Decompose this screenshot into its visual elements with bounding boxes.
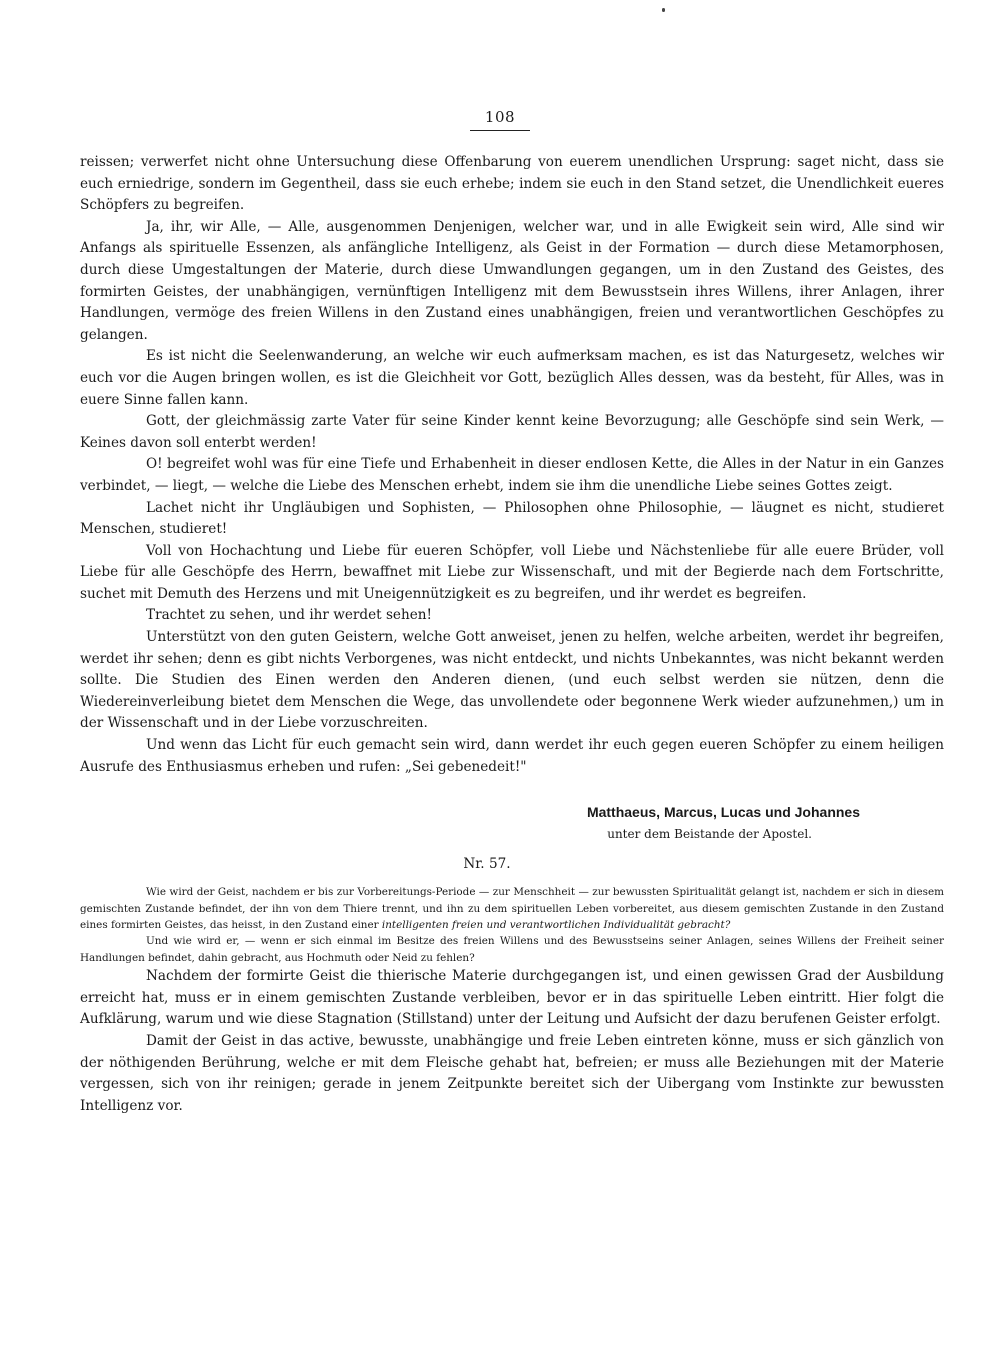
paragraph: Gott, der gleichmässig zarte Vater für seine Kinder kennt keine Bevorzugung; alle Geschöpfe sind sein Werk, — Keines davon soll enterbt werden! (80, 413, 944, 451)
paragraph: Lachet nicht ihr Ungläubigen und Sophisten, — Philosophen ohne Philosophie, — läugnet es nicht, studieret Menschen, studieret! (80, 499, 944, 538)
paragraph: Unterstützt von den guten Geistern, welche Gott anweiset, jenen zu helfen, welche arbeiten, werdet ihr begreifen, werdet ihr sehen; denn es gibt nichts Verborgenes, was nicht entdeckt, und nichts Unbekanntes, was nicht bekannt werden sollte. Die Studien des Einen werden den Anderen dienen, (und euch selbst werden sie nützen, denn die Wiedereinverleibung bietet dem Menschen die Wege, das unvollendete oder begonnene Werk wieder aufzunehmen,) um in der Wissenschaft und in der Liebe vorzuschreiten. (80, 629, 944, 732)
answer-intro: Und wie wird er, — wenn er sich einmal im Besitze des freien Willens und des Bewusstseins seiner Anlagen, seines Willens der Freiheit seiner Handlungen befindet, dahin gebracht, aus Hochmuth oder Neid zu fehlen? (80, 935, 944, 964)
page-number: 108 (484, 108, 516, 126)
signature-names: Matthaeus, Marcus, Lucas und Johannes (586, 804, 860, 821)
paragraph: Und wenn das Licht für euch gemacht sein wird, dann werdet ihr euch gegen eueren Schöpfer zu einem heiligen Ausrufe des Enthusiasmus erheben und rufen: „Sei gebenedeit!" (80, 737, 944, 775)
paragraph: Trachtet zu sehen, und ihr werdet sehen! (146, 607, 432, 624)
paragraph: Ja, ihr, wir Alle, — Alle, ausgenommen Denjenigen, welcher war, und in alle Ewigkeit sein wird, Alle sind wir Anfangs als spirituelle Essenzen, als anfängliche Intelligenz, als Geist in der Formation — durch diese Metamorphosen, durch diese Umgestaltungen der Materie, durch diese Umwandlungen gegangen, um in den Zustand des Geistes, des formirten Geistes, der unabhängigen, vernünftigen Intelligenz mit dem Bewusstsein ihres Willens, ihrer Anlagen, ihrer Handlungen, vermöge des freien Willens in den Zustand eines unabhängigen, freien und verantwortlichen Geschöpfes zu gelangen. (80, 218, 944, 343)
question-text-regular: Wie wird der Geist, nachdem er bis zur Vorbereitungs-Periode — zur Menschheit — zur bewussten Spiritualität gelangt ist, nachdem er sich in diesem gemischten Zustande befindet, der ihn von dem Thiere trennt, und ihn zu dem spirituellen Leben vorbereitet, aus diesem gemischten Zustande in den Zustand eines formirten Geistes, das heisst, in den Zustand einer (80, 886, 944, 932)
question-text (80, 884, 944, 933)
ink-speck (662, 8, 665, 12)
paragraph: reissen; verwerfet nicht ohne Untersuchung diese Offenbarung von euerem unendlichen Ursprung: saget nicht, dass sie euch erniedrige, sondern im Gegentheil, dass sie euch erhebe; indem sie euch in den Stand setzet, die Unendlichkeit eueres Schöpfers zu begreifen. (80, 154, 944, 214)
paragraph: Nachdem der formirte Geist die thierische Materie durchgegangen ist, und einen gewissen Grad der Ausbildung erreicht hat, muss er in einem gemischten Zustande verbleiben, bevor er in das spirituelle Leben eintritt. Hier folgt die Aufklärung, warum und wie diese Stagnation (Stillstand) unter der Leitung und Aufsicht der dazu berufenen Geister erfolgt. (80, 968, 944, 1028)
page-body (80, 152, 944, 1117)
signature-subtitle: unter dem Beistande der Apostel. (607, 827, 812, 842)
header-rule (470, 130, 530, 131)
section-heading: Nr. 57. (463, 856, 511, 873)
paragraph: Voll von Hochachtung und Liebe für eueren Schöpfer, voll Liebe und Nächstenliebe für alle euere Brüder, voll Liebe für alle Geschöpfe des Herrn, bewaffnet mit Liebe zur Wissenschaft, und mit der Begierde nach dem Fortschritte, suchet mit Demuth des Herzens und mit Uneigennützigkeit es zu begreifen, und ihr werdet es begreifen. (80, 542, 944, 602)
paragraph: Es ist nicht die Seelenwanderung, an welche wir euch aufmerksam machen, es ist das Naturgesetz, welches wir euch vor die Augen bringen wollen, es ist die Gleichheit vor Gott, bezüglich Alles dessen, was da besteht, für Alles, was in euere Sinne fallen kann. (80, 348, 944, 408)
paragraph: O! begreifet wohl was für eine Tiefe und Erhabenheit in dieser endlosen Kette, die Alles in der Natur in ein Ganzes verbindet, — liegt, — welche die Liebe des Menschen erhebt, indem sie ihm die unendliche Liebe seines Gottes zeigt. (80, 456, 944, 494)
question-text-italic: intelligenten freien und verantwortlichen Individualität gebracht? (381, 919, 731, 932)
paragraph: Damit der Geist in das active, bewusste, unabhängige und freie Leben eintreten könne, muss er sich gänzlich von der nöthigenden Berührung, welche er mit dem Fleische gehabt hat, befreien; er muss alle Beziehungen mit der Materie vergessen, sich von ihr reinigen; gerade in jenem Zeitpunkte bereitet sich der Uibergang vom Instinkte zur bewussten Intelligenz vor. (80, 1033, 944, 1114)
